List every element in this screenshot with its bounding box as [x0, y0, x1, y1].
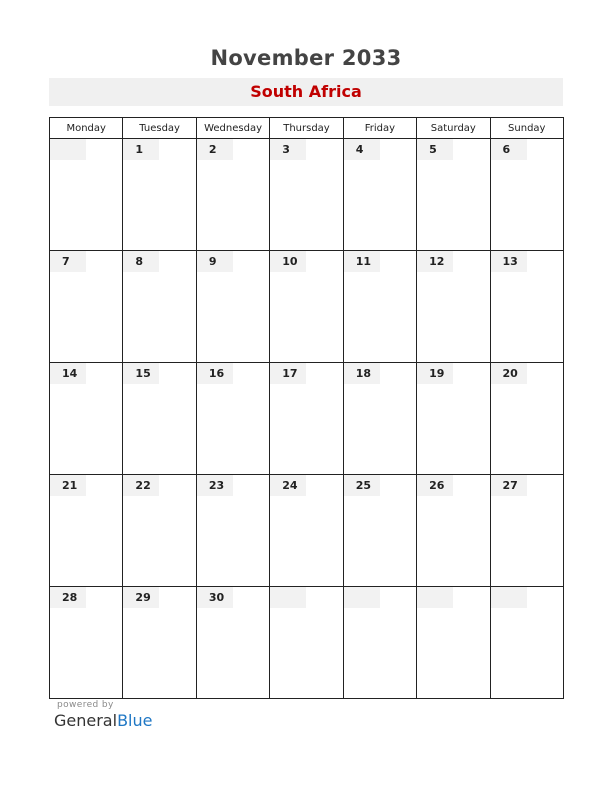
day-cell [196, 475, 269, 587]
day-cell [123, 363, 196, 475]
weekday-header-sunday: Sunday [490, 118, 563, 139]
day-cell [196, 139, 269, 251]
date-label-box [197, 139, 233, 160]
date-number: 11 [355, 255, 371, 268]
day-cell [123, 251, 196, 363]
date-label-box [197, 251, 233, 272]
date-label-box [50, 587, 86, 608]
day-cell [343, 587, 416, 699]
date-label-box [270, 475, 306, 496]
day-cell [270, 139, 343, 251]
date-label-box [270, 139, 306, 160]
date-number: 9 [208, 255, 217, 268]
date-label-box [344, 251, 380, 272]
date-label-box [417, 587, 453, 608]
day-cell [490, 475, 563, 587]
date-label-box [50, 251, 86, 272]
date-number: 22 [135, 479, 151, 492]
calendar-body [50, 139, 564, 699]
day-cell [343, 251, 416, 363]
date-number: 14 [62, 367, 78, 380]
day-cell [417, 139, 490, 251]
date-number: 15 [135, 367, 151, 380]
date-number: 4 [355, 143, 364, 156]
date-label-box [417, 363, 453, 384]
day-cell [270, 363, 343, 475]
day-cell [196, 587, 269, 699]
date-number: 16 [208, 367, 225, 380]
date-number: 10 [282, 255, 298, 268]
date-number: 17 [282, 367, 298, 380]
week-row [50, 587, 564, 699]
day-cell [196, 363, 269, 475]
weekday-header-row [50, 118, 564, 139]
day-cell [50, 475, 123, 587]
weekday-header-wednesday: Wednesday [196, 118, 269, 139]
date-label-box [50, 475, 86, 496]
date-number: 30 [208, 591, 225, 604]
day-cell [196, 251, 269, 363]
day-cell [490, 587, 563, 699]
date-label-box [197, 363, 233, 384]
day-cell [270, 475, 343, 587]
day-cell [270, 251, 343, 363]
brand-logo [54, 711, 152, 730]
date-label-box [491, 475, 527, 496]
country-name: South Africa [250, 82, 362, 101]
date-number: 28 [62, 591, 78, 604]
date-number: 21 [62, 479, 78, 492]
powered-by-label: powered by [57, 700, 114, 710]
date-label-box [491, 139, 527, 160]
country-banner [49, 78, 563, 106]
day-cell [50, 587, 123, 699]
day-cell [50, 139, 123, 251]
day-cell [343, 139, 416, 251]
day-cell [490, 251, 563, 363]
date-number: 2 [208, 143, 217, 156]
day-cell [490, 139, 563, 251]
date-label-box [123, 251, 159, 272]
day-cell [123, 475, 196, 587]
week-row [50, 251, 564, 363]
date-label-box [417, 251, 453, 272]
date-label-box [491, 251, 527, 272]
date-number: 6 [502, 143, 511, 156]
date-label-box [197, 475, 233, 496]
date-number: 7 [62, 255, 70, 268]
date-label-box [491, 587, 527, 608]
day-cell [123, 139, 196, 251]
date-number: 19 [429, 367, 445, 380]
weekday-header-thursday: Thursday [270, 118, 343, 139]
day-cell [50, 251, 123, 363]
date-number: 1 [135, 143, 144, 156]
day-cell [417, 587, 490, 699]
day-cell [417, 363, 490, 475]
day-cell [343, 475, 416, 587]
day-cell [123, 587, 196, 699]
date-label-box [344, 587, 380, 608]
date-label-box [344, 475, 380, 496]
date-label-box [123, 139, 159, 160]
date-number: 18 [355, 367, 371, 380]
date-number: 27 [502, 479, 518, 492]
week-row [50, 139, 564, 251]
day-cell [417, 475, 490, 587]
date-label-box [50, 139, 86, 160]
date-number: 24 [282, 479, 298, 492]
brand-general: General [54, 711, 118, 730]
date-label-box [123, 363, 159, 384]
day-cell [270, 587, 343, 699]
day-cell [490, 363, 563, 475]
date-label-box [270, 251, 306, 272]
date-label-box [197, 587, 233, 608]
date-label-box [417, 139, 453, 160]
week-row [50, 475, 564, 587]
weekday-header-monday: Monday [50, 118, 123, 139]
day-cell [50, 363, 123, 475]
date-number: 8 [135, 255, 144, 268]
date-label-box [123, 475, 159, 496]
date-number: 26 [429, 479, 445, 492]
calendar-grid [49, 117, 564, 699]
weekday-header-tuesday: Tuesday [123, 118, 196, 139]
calendar-title: November 2033 [210, 46, 402, 70]
date-number: 13 [502, 255, 518, 268]
brand-blue: Blue [117, 711, 153, 730]
date-number: 5 [429, 143, 437, 156]
weekday-header-saturday: Saturday [417, 118, 490, 139]
date-number: 29 [135, 591, 151, 604]
date-label-box [344, 363, 380, 384]
weekday-header-friday: Friday [343, 118, 416, 139]
date-label-box [123, 587, 159, 608]
date-number: 23 [208, 479, 225, 492]
date-label-box [270, 587, 306, 608]
date-number: 25 [355, 479, 371, 492]
date-label-box [344, 139, 380, 160]
day-cell [343, 363, 416, 475]
day-cell [417, 251, 490, 363]
date-label-box [50, 363, 86, 384]
date-label-box [270, 363, 306, 384]
week-row [50, 363, 564, 475]
date-number: 3 [282, 143, 290, 156]
date-label-box [417, 475, 453, 496]
date-number: 12 [429, 255, 445, 268]
date-label-box [491, 363, 527, 384]
date-number: 20 [502, 367, 518, 380]
